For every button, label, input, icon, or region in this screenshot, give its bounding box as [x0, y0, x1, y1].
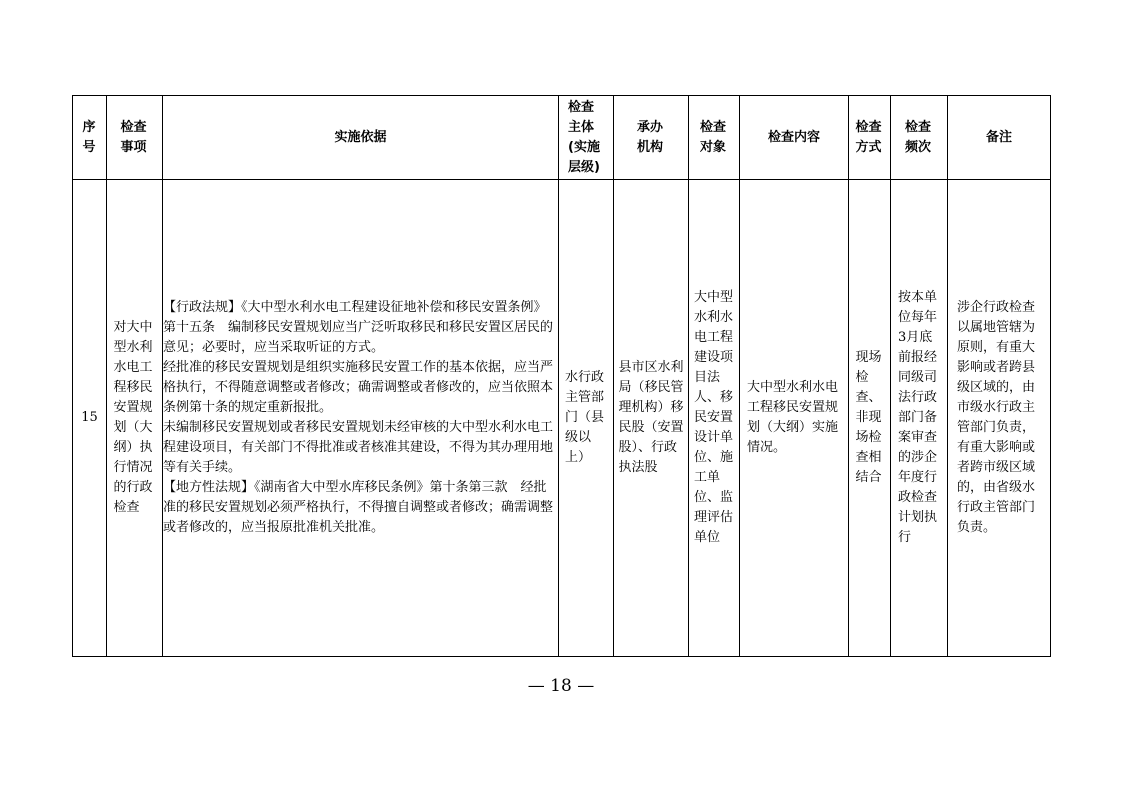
cell-basis — [163, 180, 559, 657]
basis-paragraph: 【行政法规】《大中型水利水电工程建设征地补偿和移民安置条例》第十五条 编制移民安置规划应当广泛听取移民和移民安置区居民的意见；必要时，应当采取听证的方式。 — [163, 300, 554, 355]
cell-method: 现场检查、非现场检查相结合 — [849, 180, 891, 657]
header-org: 承办机构 — [614, 96, 689, 180]
cell-subject: 水行政主管部门（县级以上） — [559, 180, 614, 657]
inspection-table — [72, 95, 1051, 657]
page-number: — 18 — — [527, 676, 595, 696]
basis-paragraph: 经批准的移民安置规划是组织实施移民安置工作的基本依据，应当严格执行，不得随意调整或者修改；确需调整或者修改的，应当依照本条例第十条的规定重新报批。 — [163, 360, 554, 415]
header-subject: 检查主体(实施层级) — [559, 96, 614, 180]
header-target: 检查对象 — [689, 96, 740, 180]
header-row — [73, 96, 1051, 180]
cell-target: 大中型水利水电工程建设项目法人、移民安置设计单位、施工单位、监理评估单位 — [689, 180, 740, 657]
header-freq: 检查频次 — [891, 96, 948, 180]
header-item: 检查事项 — [107, 96, 163, 180]
header-method: 检查方式 — [849, 96, 891, 180]
cell-org: 县市区水利局（移民管理机构）移民股（安置股）、行政执法股 — [614, 180, 689, 657]
cell-remark: 涉企行政检查以属地管辖为原则，有重大影响或者跨县级区域的，由市级水行政主管部门负责，有重大影响或者跨市级区域的，由省级水行政主管部门负责。 — [948, 180, 1051, 657]
basis-paragraph: 【地方性法规】《湖南省大中型水库移民条例》第十条第三款 经批准的移民安置规划必须严格执行，不得擅自调整或者修改；确需调整或者修改的，应当报原批准机关批准。 — [163, 480, 554, 535]
cell-item: 对大中型水利水电工程移民安置规划（大纲）执行情况的行政检查 — [107, 180, 163, 657]
cell-content: 大中型水利水电工程移民安置规划（大纲）实施情况。 — [740, 180, 849, 657]
header-content: 检查内容 — [740, 96, 849, 180]
table-row — [73, 180, 1051, 657]
header-seq: 序号 — [73, 96, 107, 180]
header-basis: 实施依据 — [163, 96, 559, 180]
cell-freq: 按本单位每年3月底前报经同级司法行政部门备案审查的涉企年度行政检查计划执行 — [891, 180, 948, 657]
basis-paragraph: 未编制移民安置规划或者移民安置规划未经审核的大中型水利水电工程建设项目，有关部门不得批准或者核准其建设，不得为其办理用地等有关手续。 — [163, 420, 554, 475]
header-remark: 备注 — [948, 96, 1051, 180]
cell-seq: 15 — [73, 180, 107, 657]
